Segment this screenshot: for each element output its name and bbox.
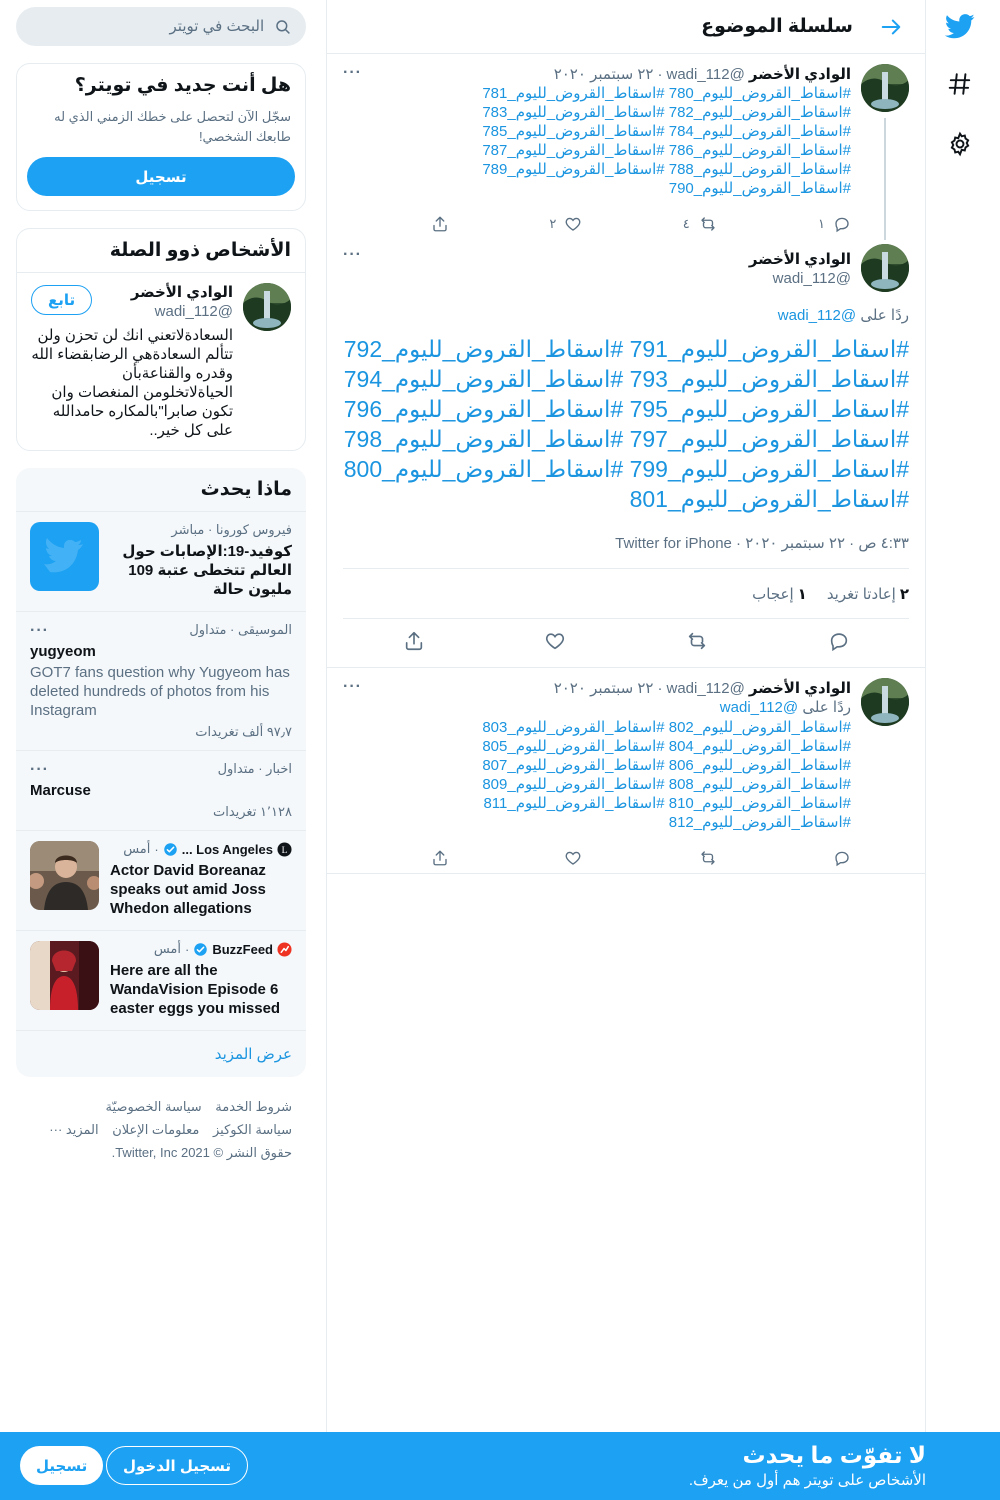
- tweet-header: [343, 678, 851, 698]
- svg-text:L: L: [281, 845, 288, 856]
- retweet-stat[interactable]: [827, 585, 909, 603]
- trend-item[interactable]: [16, 930, 306, 1030]
- retweet-icon[interactable]: [685, 630, 709, 657]
- main-column: [326, 0, 926, 1432]
- footer: [16, 1077, 306, 1182]
- footer-privacy-link[interactable]: سياسة الخصوصيّة: [105, 1099, 202, 1114]
- tweet-card[interactable]: [327, 54, 925, 236]
- trend-source-line: [110, 941, 292, 957]
- main-header: [327, 0, 925, 54]
- footer-cookies-link[interactable]: سياسة الكوكيز: [212, 1122, 292, 1137]
- signup-button[interactable]: تسجيل: [27, 157, 295, 196]
- more-options-icon[interactable]: ···: [343, 64, 362, 81]
- trend-item[interactable]: [16, 511, 306, 611]
- trend-meta: فيروس كورونا · مباشر: [171, 522, 292, 537]
- avatar[interactable]: [861, 244, 909, 292]
- relevant-title: الأشخاص ذوو الصلة: [109, 240, 291, 261]
- focused-tweet-header: [343, 244, 909, 302]
- more-options-icon[interactable]: ···: [343, 678, 362, 695]
- hashtag-icon[interactable]: [940, 64, 980, 104]
- signup-banner: [0, 1432, 1000, 1500]
- banner-text: [689, 1442, 926, 1489]
- like-stat-label: إعجاب: [752, 585, 794, 603]
- person-handle[interactable]: @wadi_112: [154, 303, 233, 320]
- retweet-stat-label: إعادتا تغريد: [826, 585, 896, 603]
- share-icon[interactable]: [403, 630, 425, 657]
- like-button[interactable]: [549, 215, 582, 233]
- author-name[interactable]: الوادي الأخضر: [748, 680, 851, 697]
- follow-button[interactable]: تابع: [31, 285, 92, 315]
- reply-button[interactable]: [833, 849, 851, 867]
- trend-title: كوفيد-19:الإصابات حول العالم تتخطى عتبة 109 مليون حالة: [122, 543, 292, 598]
- share-button[interactable]: [431, 215, 449, 233]
- arrow-back-icon[interactable]: [873, 9, 909, 45]
- separator: ·: [657, 679, 663, 697]
- news-thumbnail: [30, 941, 99, 1010]
- trend-content: [110, 941, 292, 1018]
- news-time: أمس: [123, 841, 151, 856]
- login-button[interactable]: تسجيل الدخول: [106, 1446, 248, 1485]
- tweet-date[interactable]: ٢٢ سبتمبر ٢٠٢٠: [553, 680, 654, 697]
- trend-description: GOT7 fans question why Yugyeom has deleted hundreds of photos from his Instagram: [30, 664, 290, 719]
- more-options-icon[interactable]: ···: [30, 761, 49, 778]
- author-name[interactable]: الوادي الأخضر: [748, 66, 851, 83]
- reply-prefix: ردًا على: [802, 699, 851, 716]
- footer-copyright: حقوق النشر © 2021 Twitter, Inc.: [111, 1145, 292, 1160]
- thread-connector: [884, 118, 886, 240]
- new-to-twitter-card: [16, 63, 306, 211]
- share-button[interactable]: [431, 849, 449, 867]
- tweet-actions: [431, 838, 851, 878]
- author-names: [749, 250, 851, 287]
- tweet-stats: [343, 569, 909, 619]
- focused-tweet: [327, 236, 925, 668]
- more-options-icon[interactable]: ···: [343, 246, 362, 263]
- trend-source-line: [110, 841, 292, 857]
- like-stat-count: ١: [797, 585, 807, 603]
- person-bio: السعادةلاتعني انك لن تحزن ولن تتألم السعادةهي الرضابقضاء الله وقدره والقناعةبأن الحياةلاتخلومن المنغصات وان تكون صابرا"بالمكاره حامدالله على كل خير..: [31, 327, 233, 439]
- retweet-icon: [698, 849, 718, 867]
- tweet-body: [343, 678, 851, 878]
- sidebar: [16, 0, 306, 1182]
- tweet-card[interactable]: [327, 668, 925, 874]
- reply-icon: [833, 849, 851, 867]
- share-icon: [431, 215, 449, 233]
- author-handle[interactable]: @wadi_112: [666, 65, 745, 83]
- show-more-link[interactable]: عرض المزيد: [16, 1030, 306, 1077]
- reply-prefix: ردًا على: [860, 307, 909, 324]
- buzzfeed-icon: [277, 942, 292, 957]
- focused-tweet-actions: [343, 619, 909, 667]
- news-thumbnail: [30, 841, 99, 910]
- new-card-title: هل أنت جديد في تويتر؟: [74, 75, 291, 96]
- trend-meta: اخبار · متداول: [217, 761, 292, 776]
- author-name[interactable]: الوادي الأخضر: [748, 251, 851, 268]
- trend-title: Here are all the WandaVision Episode 6 easter eggs you missed: [110, 962, 281, 1017]
- trends-title: ماذا يحدث: [200, 479, 292, 500]
- news-source: BuzzFeed: [212, 941, 273, 957]
- retweet-button[interactable]: [698, 849, 718, 867]
- nav-rail: [925, 0, 1000, 1500]
- trend-count: ١٬١٢٨ تغريدات: [212, 804, 292, 819]
- like-button[interactable]: [564, 849, 582, 867]
- reply-button[interactable]: [818, 215, 851, 233]
- trend-title: Marcuse: [30, 782, 91, 799]
- verified-icon: [193, 942, 208, 957]
- reply-to-line: [343, 306, 909, 324]
- covid-thumbnail: [30, 522, 99, 591]
- search-box[interactable]: [16, 7, 306, 46]
- author-handle[interactable]: @wadi_112: [772, 270, 851, 287]
- reply-icon[interactable]: [828, 630, 850, 657]
- trend-item[interactable]: [16, 611, 306, 750]
- heart-icon: [564, 215, 582, 233]
- trend-item[interactable]: [16, 750, 306, 830]
- heart-icon[interactable]: [544, 630, 566, 657]
- gear-icon[interactable]: [940, 124, 980, 164]
- footer-ads-link[interactable]: معلومات الإعلان: [112, 1122, 200, 1137]
- retweet-icon: [698, 215, 718, 233]
- tweet-meta[interactable]: ٤:٣٣ ص · ٢٢ سبتمبر ٢٠٢٠ · Twitter for iPhone: [343, 534, 909, 569]
- avatar[interactable]: [861, 678, 909, 726]
- tweet-text[interactable]: #اسقاط_القروض_لليوم_780 #اسقاط_القروض_لليوم_781 #اسقاط_القروض_لليوم_782 #اسقاط_القروض_لليوم_783 #اسقاط_القروض_لليوم_784 #اسقاط_القروض_لليوم_785 #اسقاط_القروض_لليوم_786 #اسقاط_القروض_لليوم_787 #اسقاط_القروض_لليوم_788 #اسقاط_القروض_لليوم_789 #اسقاط_القروض_لليوم_790: [482, 85, 851, 197]
- tweet-body: [343, 64, 851, 244]
- verified-icon: [163, 842, 178, 857]
- retweet-count: ٤: [682, 216, 690, 231]
- tweet-header: [343, 64, 851, 84]
- like-count: ٢: [549, 216, 557, 231]
- relevant-people-card: [16, 228, 306, 451]
- trend-title: Actor David Boreanaz speaks out amid Joss Whedon allegations: [110, 862, 266, 917]
- footer-terms-link[interactable]: شروط الخدمة: [215, 1099, 292, 1114]
- page-title: سلسلة الموضوع: [701, 16, 853, 37]
- reply-count: ١: [818, 216, 825, 231]
- reply-to-handle[interactable]: @wadi_112: [719, 699, 799, 716]
- author-handle[interactable]: @wadi_112: [666, 679, 745, 697]
- search-icon: [274, 17, 292, 37]
- person-name[interactable]: الوادي الأخضر: [130, 284, 233, 301]
- avatar[interactable]: [243, 283, 291, 331]
- focused-tweet-text[interactable]: #اسقاط_القروض_لليوم_791 #اسقاط_القروض_لليوم_792 #اسقاط_القروض_لليوم_793 #اسقاط_القروض_لليوم_794 #اسقاط_القروض_لليوم_795 #اسقاط_القروض_لليوم_796 #اسقاط_القروض_لليوم_797 #اسقاط_القروض_لليوم_798 #اسقاط_القروض_لليوم_799 #اسقاط_القروض_لليوم_800 #اسقاط_القروض_لليوم_801: [343, 336, 909, 512]
- news-source: Los Angeles ...: [181, 841, 273, 857]
- separator: ·: [184, 941, 190, 957]
- banner-title: لا تفوّت ما يحدث: [742, 1442, 926, 1468]
- separator: ·: [154, 841, 159, 857]
- trend-count: ٩٧٫٧ ألف تغريدات: [195, 724, 292, 739]
- more-options-icon[interactable]: ···: [30, 622, 49, 639]
- like-stat[interactable]: [752, 585, 807, 603]
- share-icon: [431, 849, 449, 867]
- new-card-text: سجّل الآن لتحصل على خطك الزمني الذي له طابعك الشخصي!: [54, 109, 291, 144]
- trends-card: [16, 468, 306, 1077]
- trend-content: [110, 841, 292, 918]
- reply-to-line: [343, 698, 851, 717]
- banner-signup-button[interactable]: تسجيل: [20, 1446, 103, 1485]
- reply-to-handle[interactable]: @wadi_112: [777, 307, 857, 324]
- tweet-text[interactable]: #اسقاط_القروض_لليوم_802 #اسقاط_القروض_لليوم_803 #اسقاط_القروض_لليوم_804 #اسقاط_القروض_لليوم_805 #اسقاط_القروض_لليوم_806 #اسقاط_القروض_لليوم_807 #اسقاط_القروض_لليوم_808 #اسقاط_القروض_لليوم_809 #اسقاط_القروض_لليوم_810 #اسقاط_القروض_لليوم_811 #اسقاط_القروض_لليوم_812: [482, 719, 851, 831]
- heart-icon: [564, 849, 582, 867]
- news-source-icon: [277, 842, 292, 857]
- trend-meta: الموسيقى · متداول: [189, 622, 292, 637]
- search-input[interactable]: [30, 18, 264, 35]
- retweet-button[interactable]: [683, 215, 718, 233]
- retweet-stat-count: ٢: [899, 585, 909, 603]
- trend-title: yugyeom: [30, 643, 96, 660]
- reply-icon: [833, 215, 851, 233]
- banner-subtitle: الأشخاص على تويتر هم أول من يعرف.: [688, 1472, 926, 1489]
- footer-more-link[interactable]: المزيد ···: [49, 1122, 99, 1137]
- person-item[interactable]: [17, 272, 305, 450]
- separator: ·: [657, 65, 663, 83]
- twitter-bird-icon[interactable]: [940, 6, 980, 46]
- trend-item[interactable]: [16, 830, 306, 930]
- avatar[interactable]: [861, 64, 909, 112]
- trend-content: [110, 522, 292, 599]
- tweet-date[interactable]: ٢٢ سبتمبر ٢٠٢٠: [553, 66, 654, 83]
- news-time: أمس: [153, 941, 181, 956]
